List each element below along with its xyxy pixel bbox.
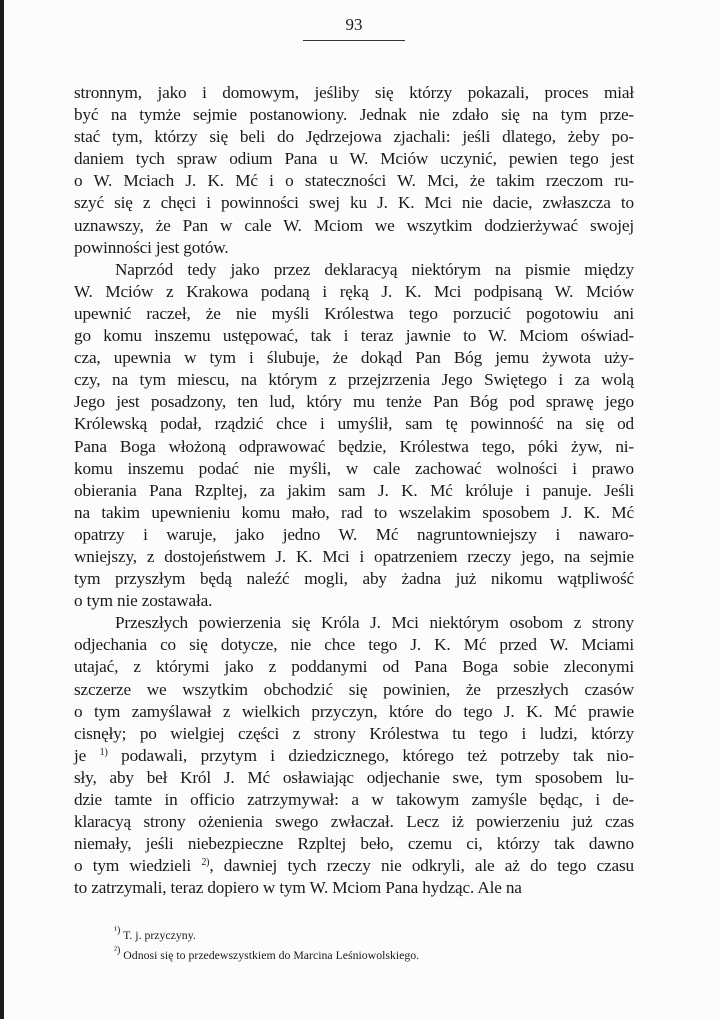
text-line: sły, aby beł Król J. Mć osławiając odjechanie swe, tym sposobem lu- (74, 767, 634, 787)
text-line: uznawszy, że Pan w cale W. Mciom we wszytkim dodzierżywać swojej (74, 215, 634, 235)
text-line: szczerze we wszytkim obchodzić się powinien, że przeszłych czasów (74, 679, 634, 699)
text-line: o tym nie zostawała. (74, 591, 213, 611)
text-line: go komu inszemu ustępować, tak i teraz jawnie to W. Mciom oświad- (74, 326, 634, 346)
text-line: klaracyą strony ożenienia swego zwłaczał. Lecz iż powierzeniu już czas (74, 812, 634, 832)
text-line: Przeszłych powierzenia się Króla J. Mci niektórym osobom z strony (115, 613, 634, 633)
footnote-text: T. j. przyczyny. (120, 928, 196, 943)
footnote-text: Odnosi się to przedewszystkiem do Marcina Leśniowolskiego. (120, 948, 420, 963)
page-number-rule (303, 40, 405, 41)
text-line: szyć się z chęci i powinności swej ku J. K. Mci nie dacie, zwłaszcza to (74, 193, 634, 213)
page-content (74, 82, 634, 965)
footnotes (114, 925, 634, 965)
footnote-ref: 2) (201, 857, 210, 869)
footnote (114, 925, 634, 945)
text-line: cisnęły; po wielgiej części z strony Królestwa tu tego i ludzi, którzy (74, 723, 634, 743)
text-line: opatrzy i waruje, jako jedno W. Mć nagruntowniejszy i nawaro- (74, 524, 634, 544)
paragraph (74, 612, 634, 899)
paragraph (74, 82, 634, 259)
text-line: tym przyszłym będą naleźć mogli, aby żadna już nikomu wątpliwość (74, 569, 634, 589)
text-line: wniejszy, z dostojeństwem J. K. Mci i opatrzeniem rzeczy jego, na sejmie (74, 546, 634, 566)
body-text (74, 82, 634, 899)
text-line: Jego jest posadzony, ten lud, który mu tenże Pan Bóg pod sprawę jego (74, 392, 634, 412)
text-line: W. Mciów z Krakowa podaną i ręką J. K. Mci podpisaną W. Mciów (74, 281, 634, 301)
paragraph (74, 259, 634, 613)
text-line: o tym wiedzieli $^{2)}$, dawniej tych rzeczy nie odkryli, ale aż do tego czasu (74, 856, 634, 876)
footnote-mark: ²) (114, 945, 121, 957)
text-line: Naprzód tedy jako przez deklaracyą niektórym na pismie między (115, 259, 634, 279)
text-line: stronnym, jako i domowym, jeśliby się którzy pokazali, proces miał (74, 83, 634, 102)
text-line: dzie tamte in officio zatrzymywał: a w takowym zamyśle będąc, i de- (74, 790, 634, 809)
text-line: Królewską podał, rządzić chce i umyślił, sam tę powinność na się od (74, 414, 634, 434)
text-line: być na tymże sejmie postanowiony. Jednak nie zdało się na tym prze- (74, 105, 634, 125)
scan-edge (0, 0, 4, 1019)
footnote-mark: ¹) (114, 925, 121, 937)
text-line: stać tym, którzy się beli do Jędrzejowa zjachali: jeśli dlatego, żeby po- (74, 127, 634, 147)
text-line: cza, upewnia w tym i ślubuje, że dokąd Pan Bóg jemu żywota uży- (74, 348, 634, 368)
text-line: o tym zamyślawał z wielkich przyczyn, które do tego J. K. Mć prawie (74, 701, 634, 721)
text-line: obierania Pana Rzpltej, za jakim sam J. K. Mć króluje i panuje. Jeśli (74, 480, 634, 500)
text-line: o W. Mciach J. K. Mć i o stateczności W. Mci, że takim rzeczom ru- (74, 171, 634, 191)
text-line: na takim upewnieniu komu mało, rad to wszelakim sposobem J. K. Mć (74, 502, 634, 522)
text-line: Pana Boga włożoną odprawować będzie, Królestwa tego, póki żyw, ni- (74, 436, 634, 456)
text-line: utajać, z którymi jako z poddanymi od Pana Boga sobie zleconymi (74, 657, 634, 677)
text-line: powinności jest gotów. (74, 237, 229, 257)
footnote (114, 945, 634, 965)
text-line: je $^{1)}$ podawali, przytym i dziedzicznego, którego też potrzeby tak nio- (74, 745, 634, 765)
text-line: upewnić raczeł, że nie myśli Królestwa tego porzucić pogotowiu ani (74, 303, 634, 323)
text-line: odjechania co się dotycze, nie chce tego J. K. Mć przed W. Mciami (74, 635, 634, 655)
text-line: to zatrzymali, teraz dopiero w tym W. Mciom Pana hydząc. Ale na (74, 878, 522, 898)
text-line: czy, na tym miescu, na którym z przejzrzenia Jego Swiętego i za wolą (74, 370, 634, 390)
page-number: 93 (345, 15, 363, 34)
text-line: niemały, jeśli niebezpieczne Rzpltej beło, czemu ci, którzy tak dawno (74, 834, 634, 854)
text-line: komu inszemu podać nie myśli, w cale zachować wolności i prawo (74, 458, 634, 478)
text-line: daniem tych spraw odium Pana u W. Mciów uczynić, pewien tego jest (74, 149, 634, 169)
footnote-ref: 1) (99, 746, 108, 758)
